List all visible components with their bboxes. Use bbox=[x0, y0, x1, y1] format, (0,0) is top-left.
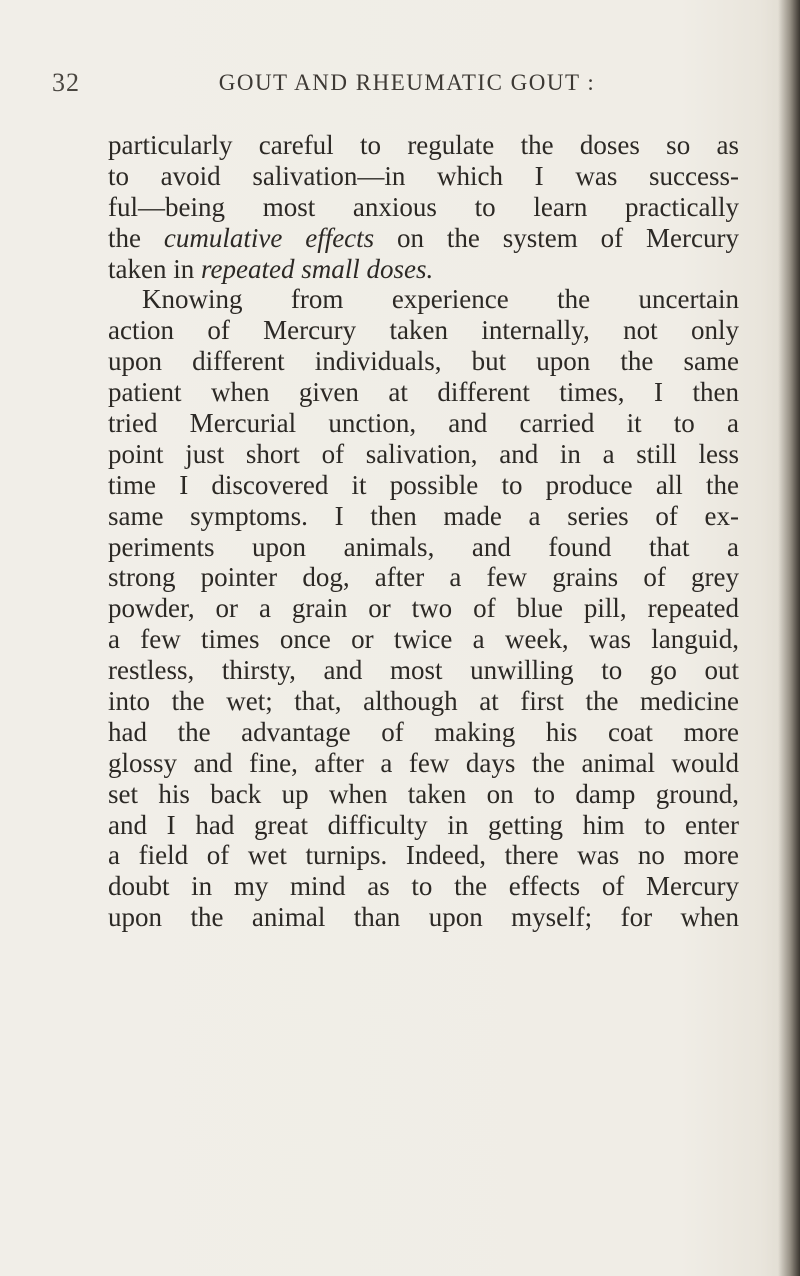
text-segment: restless, thirsty, and most unwilling to go out bbox=[108, 655, 739, 686]
text-segment: particularly careful to regulate the doses so as bbox=[108, 130, 739, 160]
text-line bbox=[108, 284, 739, 315]
text-line bbox=[108, 532, 739, 563]
page-gutter-shadow bbox=[778, 0, 800, 1276]
text-segment: a field of wet turnips. Indeed, there was no more bbox=[108, 840, 739, 871]
text-segment: patient when given at different times, I then bbox=[108, 377, 739, 408]
text-segment: Knowing from experience the uncertain bbox=[142, 284, 739, 315]
text-line bbox=[108, 254, 739, 285]
text-line bbox=[108, 717, 739, 748]
text-segment: the bbox=[108, 222, 164, 253]
body-text bbox=[108, 130, 739, 933]
text-line bbox=[108, 377, 739, 408]
text-line bbox=[108, 315, 739, 346]
text-segment: time I discovered it possible to produce all the bbox=[108, 469, 739, 500]
text-line bbox=[108, 593, 739, 624]
text-segment: set his back up when taken on to damp ground, bbox=[108, 778, 739, 809]
text-segment: to avoid salivation—in which I was success- bbox=[108, 160, 739, 191]
text-segment: doubt in my mind as to the effects of Mercury bbox=[108, 871, 739, 902]
text-line bbox=[108, 161, 739, 192]
text-line bbox=[108, 871, 739, 902]
text-line bbox=[108, 192, 739, 223]
text-segment: powder, or a grain or two of blue pill, repeated bbox=[108, 593, 739, 624]
text-line bbox=[108, 470, 739, 501]
text-line bbox=[108, 902, 739, 933]
text-line bbox=[108, 130, 739, 161]
text-segment: ful—being most anxious to learn practically bbox=[108, 191, 739, 222]
text-line bbox=[108, 439, 739, 470]
text-segment: and I had great difficulty in getting him to enter bbox=[108, 809, 739, 840]
text-line bbox=[108, 501, 739, 532]
text-line bbox=[108, 655, 739, 686]
page-number: 32 bbox=[52, 68, 80, 97]
text-segment: strong pointer dog, after a few grains of grey bbox=[108, 562, 739, 593]
text-line bbox=[108, 624, 739, 655]
text-segment: tried Mercurial unction, and carried it to a bbox=[108, 408, 739, 439]
text-line bbox=[108, 810, 739, 841]
text-line bbox=[108, 346, 739, 377]
text-segment: action of Mercury taken internally, not only bbox=[108, 315, 739, 346]
text-line bbox=[108, 223, 739, 254]
text-line bbox=[108, 686, 739, 717]
running-title: GOUT AND RHEUMATIC GOUT : bbox=[218, 70, 596, 95]
text-segment: upon the animal than upon myself; for when bbox=[108, 902, 739, 933]
text-line bbox=[108, 748, 739, 779]
italic-text: repeated small doses. bbox=[200, 253, 434, 284]
text-segment: a few times once or twice a week, was languid, bbox=[108, 624, 739, 655]
text-line bbox=[108, 562, 739, 593]
text-segment: glossy and fine, after a few days the animal would bbox=[108, 747, 739, 778]
text-segment: had the advantage of making his coat more bbox=[108, 716, 739, 747]
italic-text: cumulative effects bbox=[163, 222, 375, 253]
text-line bbox=[108, 408, 739, 439]
text-line bbox=[108, 779, 739, 810]
text-segment: upon different individuals, but upon the same bbox=[108, 346, 739, 377]
text-segment: taken in bbox=[108, 253, 201, 284]
running-head bbox=[52, 68, 692, 108]
text-segment: into the wet; that, although at first the medicine bbox=[108, 686, 739, 717]
text-segment: same symptoms. I then made a series of ex- bbox=[108, 500, 739, 531]
text-segment: periments upon animals, and found that a bbox=[108, 531, 739, 562]
text-segment: point just short of salivation, and in a still less bbox=[108, 438, 739, 469]
text-line bbox=[108, 840, 739, 871]
text-segment: on the system of Mercury bbox=[374, 222, 739, 253]
